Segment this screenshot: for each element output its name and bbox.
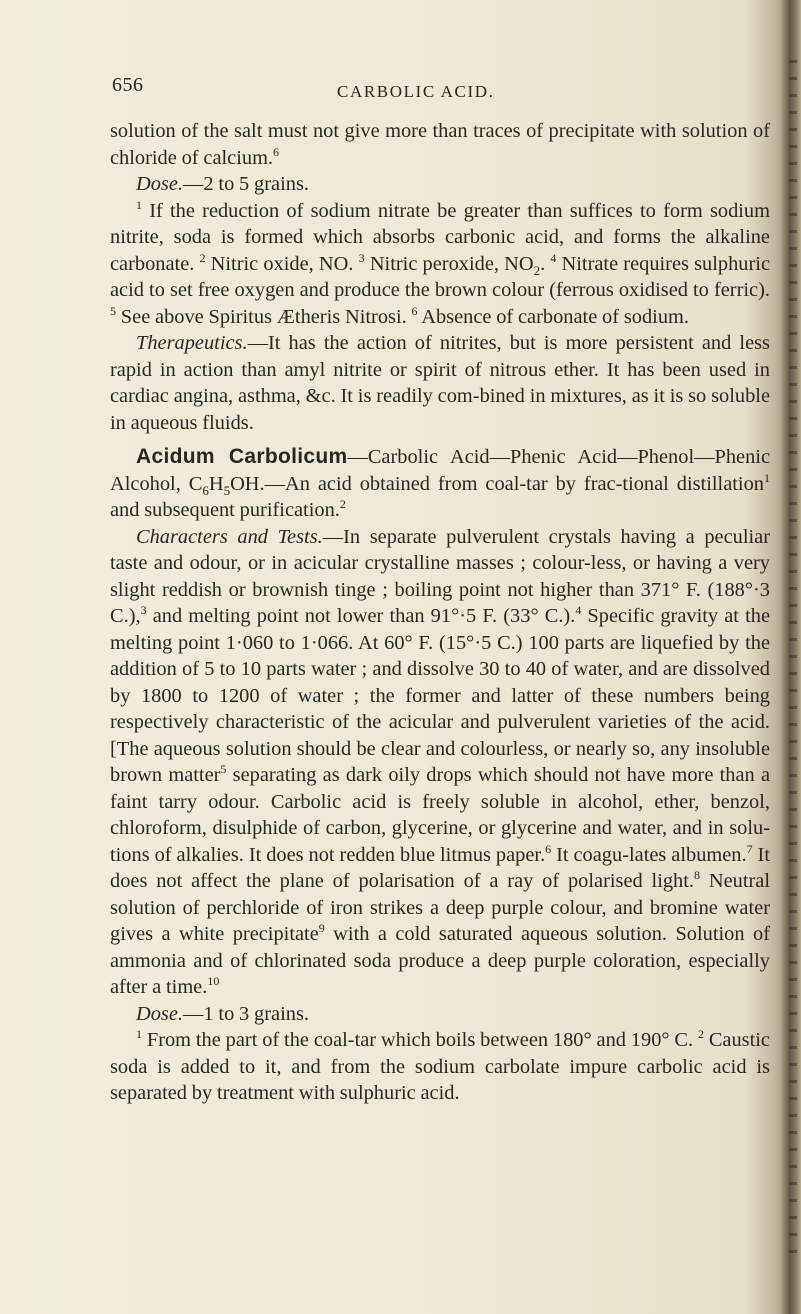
section-label-therapeutics: Therapeutics. [136,332,248,354]
footnote-number: 6 [411,303,418,318]
footnote-number: 1 [136,197,142,212]
footnote-number: 5 [110,303,116,318]
characters-text: It does not affect the plane of polarisation of a ray of polarised light. [110,843,770,892]
footnote-text: If the reduction of sodium nitrate be greater than suffices to form sodium nitrite, soda is formed which absorbs carbonic acid, and forms the alkaline carbonate. [110,199,770,275]
footnote-number: 2 [697,1027,704,1042]
footnote-ref: 1 [764,470,770,485]
subscript: 5 [223,482,231,498]
page-body [110,118,770,1107]
footnote-number: 2 [199,250,206,265]
therapeutics-text: —It has the action of nitrites, but is more persistent and less rapid in action than amyl nitrite or spirit of nitrous ether. It has been used in cardiac angina, asthma, &c. It is readily com-bined in mixtures, as it is so soluble in aqueous fluids. [110,332,770,434]
footnote-ref: 8 [694,868,701,883]
dose-text: —1 to 3 grains. [183,1002,309,1025]
footnote-text: Absence of carbonate of sodium. [417,305,689,328]
footnote-text: From the part of the coal-tar which boils between 180° and 190° C. [142,1029,698,1051]
paragraph-dose-carbolic [110,1001,770,1028]
subscript: 2 [533,262,541,278]
footnote-number: 3 [358,250,365,265]
section-label-dose: Dose. [136,1002,184,1025]
footnote-number: 1 [136,1027,142,1042]
subscript: 6 [202,482,209,498]
section-label-characters: Characters and Tests. [136,525,323,548]
entry-text: —Carbolic Acid—Phenic Acid—Phenol—Phenic Alcohol, C [110,446,770,495]
footnote-text: Nitric oxide, NO. [205,252,359,275]
entry-text: and subsequent purification. [110,499,340,521]
paragraph-text: solution of the salt must not give more than traces of precipitate with solution of chloride of calcium. [110,120,770,169]
dose-text: —2 to 5 grains. [183,173,309,195]
footnote-ref: 10 [207,974,220,989]
section-label-dose: Dose. [136,173,184,195]
footnote-ref: 9 [318,921,325,936]
paragraph-acidum-carbolicum [110,444,770,524]
footnote-ref: 7 [746,841,753,856]
characters-text: —In separate pulverulent crystals having a peculiar taste and odour, or in acicular crystalline masses ; colour-less, or having a very slight reddish or brownish tinge ; boiling point not higher than 371° F. (188°·3 C.), [110,525,771,627]
characters-text: separating as dark oily drops which should not have more than a faint tarry odour. Carbolic acid is freely soluble in alcohol, ether, benzol, chloroform, disulphide of carbon, glycerine, or glycerine and water, and in solu-tions of alkalies. It does not redden blue litmus paper. [110,764,770,866]
footnote-ref: 6 [545,841,552,856]
footnotes-nitrite [110,198,770,331]
footnote-ref: 2 [339,497,346,512]
paragraph-dose-nitrite [110,171,770,198]
running-head [0,74,770,104]
characters-text: It coagu-lates albumen. [551,843,747,866]
footnote-text: Nitrate requires sulphuric acid to set free oxygen and produce the brown colour (ferrous oxidised to ferric). [110,252,771,301]
characters-text: Specific gravity at the melting point 1·060 to 1·066. At 60° F. (15°·5 C.) 100 parts are liquefied by the addition of 5 to 10 parts water ; and dissolve 30 to 40 of water, and are dissolved by 1800 to 1200 of water ; the former and latter of these numbers being respectively characteristic of the acicular and pulverulent varieties of the acid. [The aqueous solution should be clear and colourless, or nearly so, any insoluble brown matter [110,605,770,786]
entry-text: H [208,472,224,495]
footnote-text: Caustic soda is added to it, and from the sodium carbolate impure carbolic acid is separated by treatment with sulphuric acid. [110,1029,770,1104]
page-edge-shadow [781,0,801,1314]
page-title: CARBOLIC ACID. [337,82,495,101]
footnote-text: . [540,252,551,275]
characters-text: and melting point not lower than 91°·5 F. (33° C.). [146,605,576,627]
paragraph-characters-tests [110,524,770,1001]
footnote-ref: 5 [220,762,227,777]
paragraph-precipitate [110,118,770,171]
entry-heading: Acidum Carbolicum [136,445,348,468]
footnote-ref: 4 [575,603,582,618]
paragraph-therapeutics [110,330,770,436]
footnote-text: Nitric peroxide, NO [364,252,534,275]
characters-text: with a cold saturated aqueous solution. Solution of ammonia and of chlorinated soda produce a deep purple coloration, especially after a time. [110,923,770,998]
footnotes-carbolic [110,1027,770,1107]
footnote-ref: 3 [140,603,147,618]
page-number: 656 [112,74,144,96]
entry-text: OH.—An acid obtained from coal-tar by frac-tional distillation [230,472,764,495]
characters-text: Neutral solution of perchloride of iron strikes a deep purple colour, and bromine water gives a white precipitate [110,870,770,945]
binding-marks [789,60,797,1260]
footnote-ref: 6 [273,144,280,159]
footnote-text: See above Spiritus Ætheris Nitrosi. [116,305,412,328]
footnote-number: 4 [550,250,557,265]
